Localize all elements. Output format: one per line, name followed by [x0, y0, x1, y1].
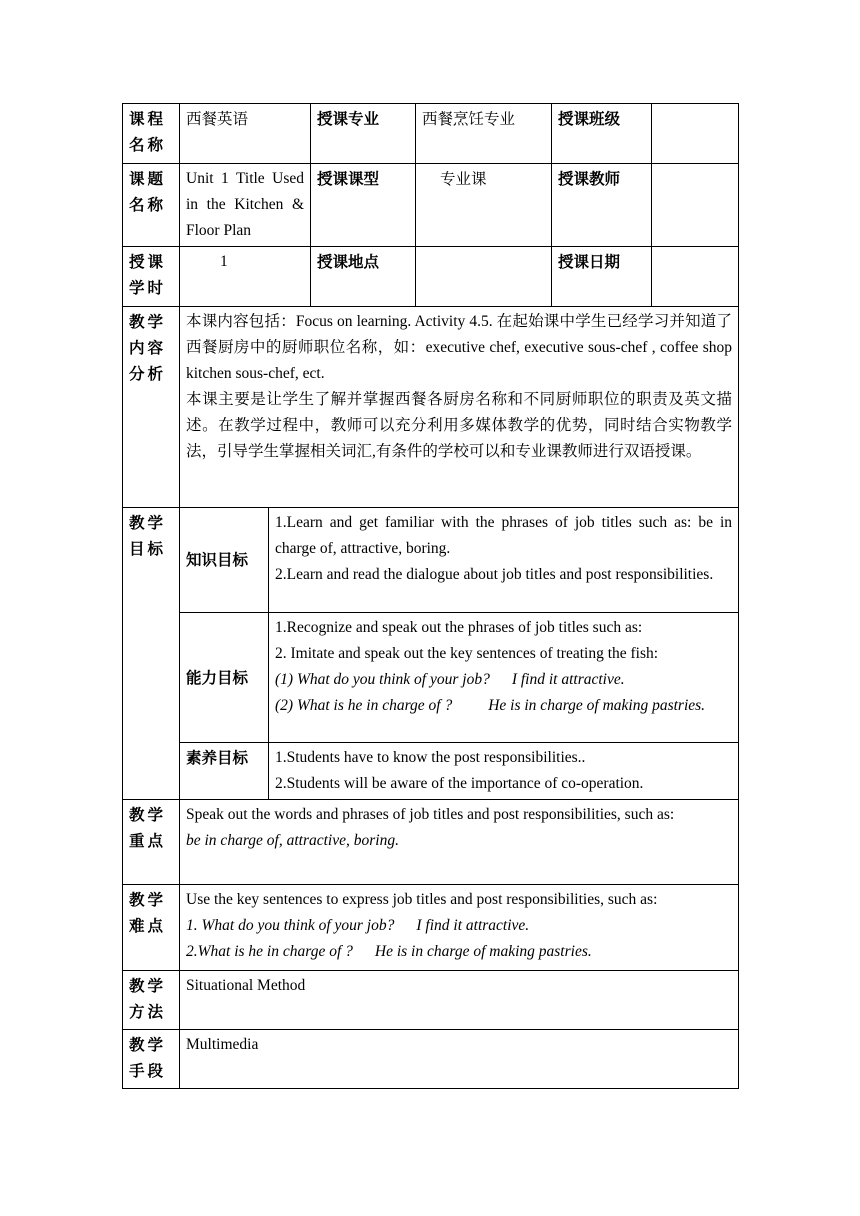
major-label: 授课专业	[311, 104, 416, 164]
means-value: Multimedia	[180, 1030, 739, 1089]
ability-question-2: (2) What is he in charge of ?	[275, 697, 453, 714]
objectives-label: 教学目标	[123, 508, 180, 800]
date-label: 授课日期	[552, 247, 652, 307]
difficulties-line-1: Use the key sentences to express job titles and post responsibilities, such as:	[186, 891, 658, 908]
difficulties-answer-1: I find it attractive.	[416, 917, 530, 934]
ability-answer-1: I find it attractive.	[511, 671, 625, 688]
literacy-objective-label: 素养目标	[180, 743, 269, 800]
method-value: Situational Method	[180, 971, 739, 1030]
literacy-objective-1: 1.Students have to know the post responsibilities..	[275, 749, 586, 766]
difficulties-content	[180, 885, 739, 971]
hours-label: 授课学时	[123, 247, 180, 307]
major-value: 西餐烹饪专业	[416, 104, 552, 164]
teacher-value	[652, 164, 739, 247]
course-name-label: 课程名称	[123, 104, 180, 164]
ability-objective-label: 能力目标	[180, 613, 269, 743]
lesson-type-label: 授课课型	[311, 164, 416, 247]
difficulties-question-1: 1. What do you think of your job?	[186, 917, 395, 934]
difficulties-label: 教学难点	[123, 885, 180, 971]
teacher-label: 授课教师	[552, 164, 652, 247]
ability-objective-1: 1.Recognize and speak out the phrases of job titles such as:	[275, 619, 643, 636]
analysis-label: 教学内容分析	[123, 307, 180, 508]
class-label: 授课班级	[552, 104, 652, 164]
topic-value: Unit 1 Title Used in the Kitchen & Floor Plan	[180, 164, 311, 247]
key-points-label: 教学重点	[123, 800, 180, 885]
lesson-type-value: 专业课	[416, 164, 552, 247]
ability-answer-2: He is in charge of making pastries.	[488, 697, 706, 714]
hours-value: 1	[180, 247, 311, 307]
place-label: 授课地点	[311, 247, 416, 307]
course-name-value: 西餐英语	[180, 104, 311, 164]
ability-objective-2: 2. Imitate and speak out the key sentences of treating the fish:	[275, 645, 659, 662]
key-points-content	[180, 800, 739, 885]
lesson-plan-table	[122, 103, 739, 1089]
method-label: 教学方法	[123, 971, 180, 1030]
ability-objective-content	[269, 613, 739, 743]
key-points-line-2: be in charge of, attractive, boring.	[186, 832, 399, 849]
difficulties-question-2: 2.What is he in charge of ?	[186, 943, 353, 960]
ability-question-1: (1) What do you think of your job?	[275, 671, 490, 688]
analysis-content	[180, 307, 739, 508]
topic-label: 课题名称	[123, 164, 180, 247]
literacy-objective-content	[269, 743, 739, 800]
key-points-line-1: Speak out the words and phrases of job titles and post responsibilities, such as:	[186, 806, 675, 823]
means-label: 教学手段	[123, 1030, 180, 1089]
date-value	[652, 247, 739, 307]
literacy-objective-2: 2.Students will be aware of the importance of co-operation.	[275, 775, 644, 792]
class-value	[652, 104, 739, 164]
difficulties-line-3	[186, 939, 732, 965]
analysis-paragraph-2: 本课主要是让学生了解并掌握西餐各厨房名称和不同厨师职位的职责及英文描述。在教学过程中，教师可以充分利用多媒体教学的优势，同时结合实物教学法，引导学生掌握相关词汇,有条件的学校可以和专业课教师进行双语授课。	[186, 391, 733, 460]
analysis-paragraph-1: 本课内容包括：Focus on learning. Activity 4.5. 在起始课中学生已经学习并知道了西餐厨房中的厨师职位名称，如：executive chef, executive sous-chef , coffee shop kitchen sous-chef, ect.	[186, 313, 733, 382]
difficulties-line-2	[186, 913, 732, 939]
knowledge-objective-content	[269, 508, 739, 613]
ability-sentence-2	[275, 693, 732, 719]
knowledge-objective-label: 知识目标	[180, 508, 269, 613]
place-value	[416, 247, 552, 307]
knowledge-objective-1: 1.Learn and get familiar with the phrases of job titles such as: be in charge of, attractive, boring.	[275, 514, 733, 557]
difficulties-answer-2: He is in charge of making pastries.	[374, 943, 592, 960]
ability-sentence-1	[275, 667, 732, 693]
knowledge-objective-2: 2.Learn and read the dialogue about job titles and post responsibilities.	[275, 566, 714, 583]
